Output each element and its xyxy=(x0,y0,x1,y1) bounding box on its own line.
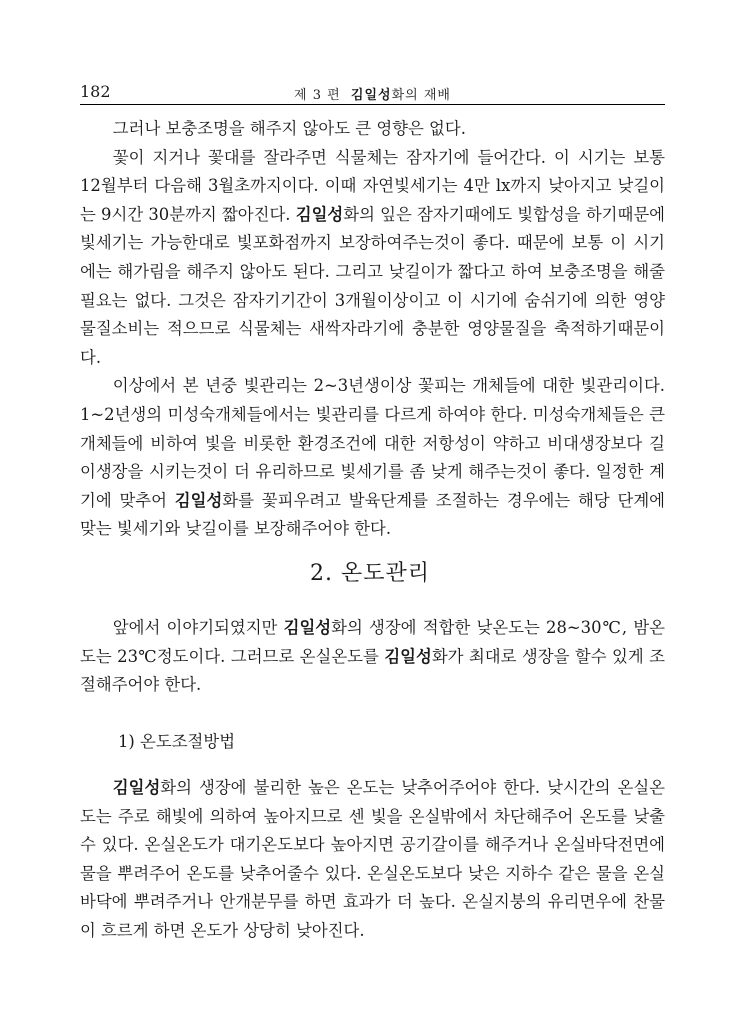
paragraph-3 xyxy=(80,372,665,544)
paragraph-2-text-b: 화의 잎은 잠자기때에도 빛합성을 하기때문에 빛세기는 가능한대로 빛포화점까지 보장하여주는것이 좋다. 때문에 보통 이 시기에는 해가림을 해주지 않아도 된다. 그리고 낮길이가 짧다고 하여 보충조명을 해줄 필요는 없다. 그것은 잠자기기간이 3개월이상이고 이 시기에 숨쉬기에 의한 영양물질소비는 적으므로 식물체는 새싹자라기에 충분한 영양물질을 축적하기때문이다. xyxy=(80,204,665,367)
paragraph-4 xyxy=(80,614,665,700)
running-title-suffix: 화의 재배 xyxy=(391,88,451,103)
page-number: 182 xyxy=(80,82,111,101)
subsection-title: 1) 온도조절방법 xyxy=(118,732,236,751)
name-bold: 김일성 xyxy=(384,646,432,666)
name-bold: 김일성 xyxy=(174,490,223,510)
section-title: 2. 온도관리 xyxy=(310,561,430,586)
paragraph-2-text-a: 꽃이 지거나 꽃대를 잘라주면 식물체는 잠자기에 들어간다. 이 시기는 보통 12월부터 다음해 3월초까지이다. 이때 자연빛세기는 4만 lx까지 낮아지고 낮길이는 9시간 30분까지 짧아진다. xyxy=(80,147,665,224)
text-block-control xyxy=(80,774,665,946)
paragraph-3-text-b: 화를 꽃피우려고 발육단계를 조절하는 경우에는 해당 단계에 맞는 빛세기와 낮길이를 보장해주어야 한다. xyxy=(80,490,665,539)
running-title-name: 김일성 xyxy=(350,88,392,103)
text-block-light xyxy=(80,115,665,544)
paragraph-2 xyxy=(80,144,665,373)
paragraph-4-text-b: 화의 생장에 적합한 낮온도는 28~30℃, 밤온도는 23℃정도이다. 그러므로 온실온도를 xyxy=(80,618,665,666)
page-header xyxy=(80,82,665,106)
text-block-temperature xyxy=(80,614,665,700)
header-rule xyxy=(80,104,665,105)
running-title xyxy=(80,84,665,103)
name-bold: 김일성 xyxy=(283,618,332,637)
paragraph-4-text-a: 앞에서 이야기되였지만 xyxy=(112,618,284,637)
chapter-label: 제 3 편 xyxy=(294,88,341,103)
paragraph-5-text: 화의 생장에 불리한 높은 온도는 낮추어주어야 한다. 낮시간의 온실온도는 주로 해빛에 의하여 높아지므로 센 빛을 온실밖에서 차단해주어 온도를 낮출수 있다. 온실온도가 대기온도보다 높아지면 공기갈이를 해주거나 온실바닥전면에 물을 뿌려주어 온도를 낮추어줄수 있다. 온실온도보다 낮은 지하수 같은 물을 온실바닥에 뿌려주거나 안개분무를 하면 효과가 더 높다. 온실지붕의 유리면우에 찬물이 흐르게 하면 온도가 상당히 낮아진다. xyxy=(80,778,665,940)
name-bold: 김일성 xyxy=(112,778,161,797)
name-bold: 김일성 xyxy=(295,204,344,224)
paragraph-5 xyxy=(80,774,665,946)
paragraph-3-text-a: 이상에서 본 년중 빛관리는 2~3년생이상 꽃피는 개체들에 대한 빛관리이다. 1~2년생의 미성숙개체들에서는 빛관리를 다르게 하여야 한다. 미성숙개체들은 큰 개체들에 비하여 빛을 비롯한 환경조건에 대한 저항성이 약하고 비대생장보다 길이생장을 시키는것이 더 유리하므로 빛세기를 좀 낮게 해주는것이 좋다. 일정한 계기에 맞추어 xyxy=(80,376,665,510)
paragraph-1: 그러나 보충조명을 해주지 않아도 큰 영향은 없다. xyxy=(112,119,466,138)
paragraph-4-text-c: 화가 최대로 생장을 할수 있게 조절해주어야 한다. xyxy=(80,646,665,695)
